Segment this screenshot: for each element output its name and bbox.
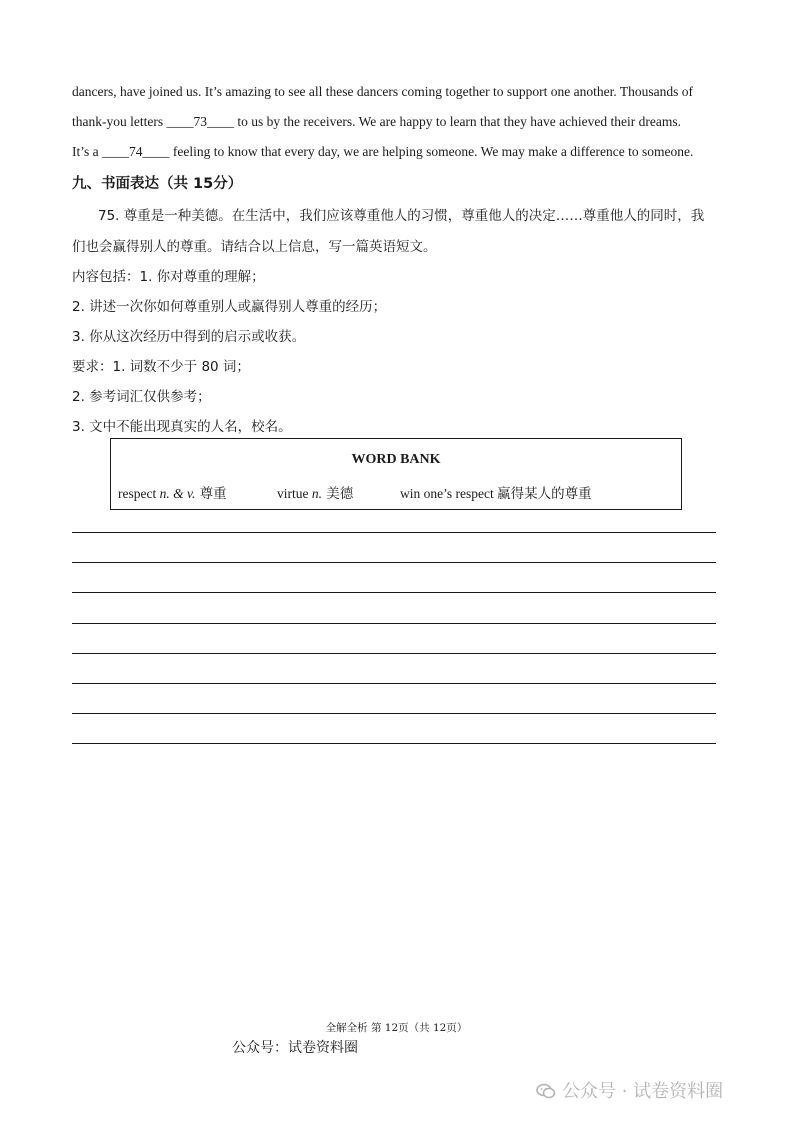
answer-line [72,623,716,624]
page-footer: 全解全析 第 12页（共 12页） [325,1022,468,1034]
word-respect: respect [118,486,160,501]
passage-line-3-after: ____ feeling to know that every day, we are helping someone. We may make a difference to someone. [142,144,694,159]
answer-line [72,713,716,714]
passage-line-2-after: ____ to us by the receivers. We are happy to learn that they have achieved their dreams. [206,114,681,129]
pos-virtue: n. [311,486,322,501]
answer-line [72,562,716,563]
requirement-2: 2. 参考词汇仅供参考； [72,389,211,405]
answer-line [72,743,716,744]
answer-line [72,653,716,654]
meaning-respect: 尊重 [195,486,227,502]
blank-74: 74 [129,144,143,159]
word-bank-entry-win-respect [400,482,592,502]
passage-line-2-before: thank-you letters ____ [72,114,194,129]
public-account-label: 公众号：试卷资料圈 [232,1040,358,1056]
word-bank-box [110,438,682,510]
prompt-line-1: 75. 尊重是一种美德。在生活中，我们应该尊重他人的习惯，尊重他人的决定……尊重他人的同时，我 [98,208,705,224]
content-item-3: 3. 你从这次经历中得到的启示或收获。 [72,329,306,345]
word-virtue: virtue [277,486,312,501]
pos-respect: n. & v. [159,486,196,501]
passage-line-1: dancers, have joined us. It’s amazing to see all these dancers coming together to support one another. Thousands of [72,84,693,99]
word-bank-title: WORD BANK [351,452,441,467]
answer-line [72,532,716,533]
requirement-1: 要求：1. 词数不少于 80 词； [72,359,250,375]
content-item-1: 内容包括：1. 你对尊重的理解； [72,269,265,285]
word-bank-entry-respect [118,482,227,502]
word-bank-entry-virtue [277,482,353,502]
watermark [536,1077,723,1103]
requirement-3: 3. 文中不能出现真实的人名，校名。 [72,419,292,435]
word-win-respect: win one’s respect [400,486,498,501]
passage-line-3-before: It’s a ____ [72,144,129,159]
content-item-2: 2. 讲述一次你如何尊重别人或赢得别人尊重的经历； [72,299,387,315]
wechat-icon [536,1083,556,1099]
watermark-text: 公众号 · 试卷资料圈 [562,1081,724,1102]
prompt-line-2: 们也会赢得别人的尊重。请结合以上信息，写一篇英语短文。 [72,239,437,255]
passage-line-3 [72,144,693,160]
meaning-win-respect: 赢得某人的尊重 [497,486,592,502]
answer-line [72,592,716,593]
passage-line-2 [72,114,681,130]
meaning-virtue: 美德 [322,486,354,502]
blank-73: 73 [193,114,207,129]
section-heading: 九、书面表达（共 15分） [72,176,243,192]
answer-line [72,683,716,684]
